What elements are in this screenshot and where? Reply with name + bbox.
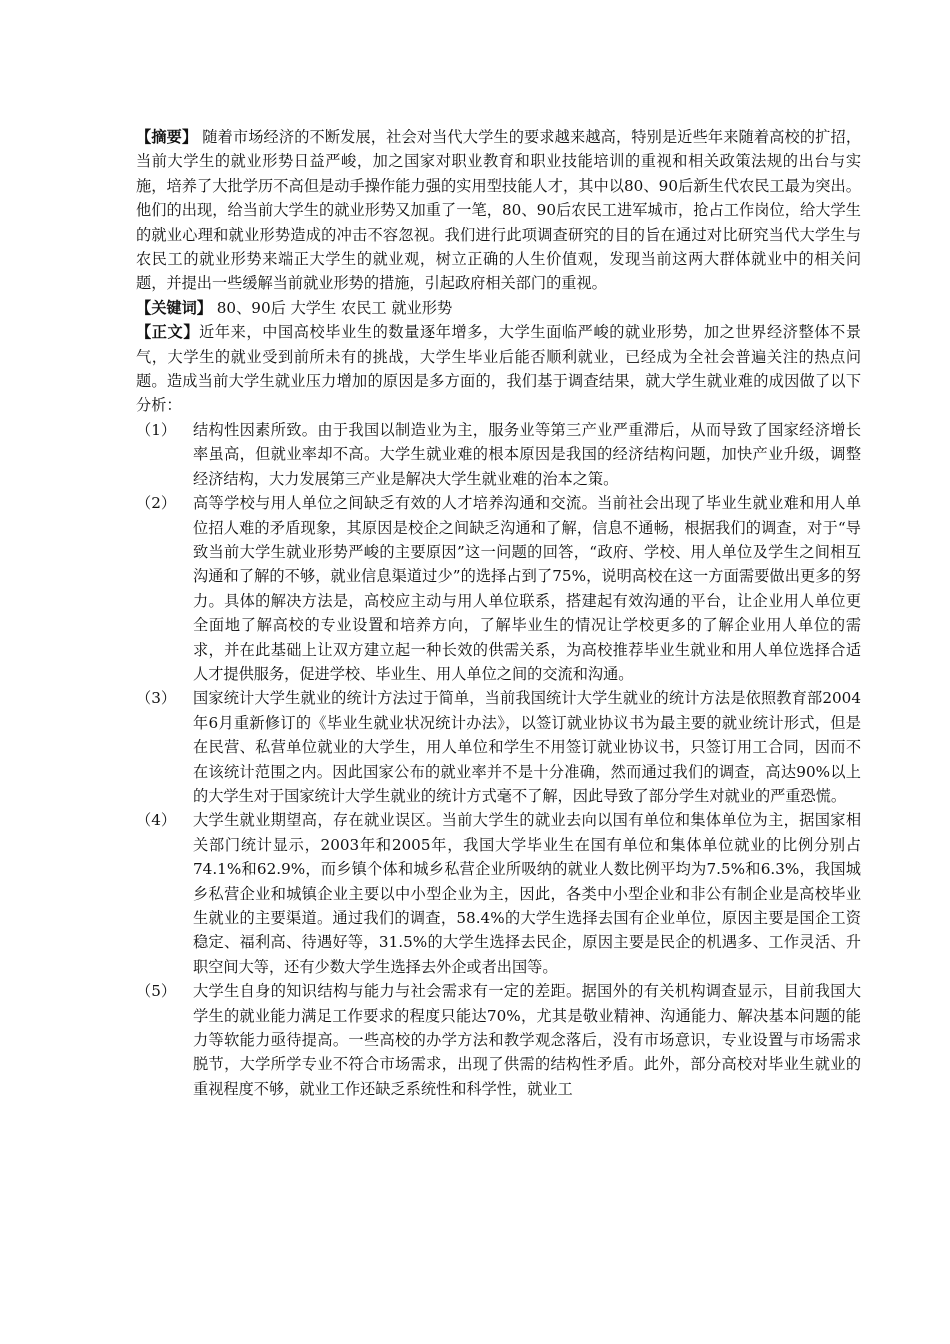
list-item-text: 结构性因素所致。由于我国以制造业为主，服务业等第三产业严重滞后，从而导致了国家经济增长率虽高，但就业率却不高。大学生就业难的根本原因是我国的经济结构问题，加快产业升级，调整经济结构，大力发展第三产业是解决大学生就业难的治本之策。 bbox=[193, 420, 861, 488]
keywords-text: 80、90后 大学生 农民工 就业形势 bbox=[211, 298, 453, 317]
list-item-text: 高等学校与用人单位之间缺乏有效的人才培养沟通和交流。当前社会出现了毕业生就业难和用人单位招人难的矛盾现象，其原因是校企之间缺乏沟通和了解，信息不通畅，根据我们的调查，对于“导致当前大学生就业形势严峻的主要原因”这一问题的回答，“政府、学校、用人单位及学生之间相互沟通和了解的不够，就业信息渠道过少”的选择占到了75%，说明高校在这一方面需要做出更多的努力。具体的解决方法是，高校应主动与用人单位联系，搭建起有效沟通的平台，让企业用人单位更全面地了解高校的专业设置和培养方向，了解毕业生的情况让学校更多的了解企业用人单位的需求，并在此基础上让双方建立起一种长效的供需关系，为高校推荐毕业生就业和用人单位选择合适人才提供服务，促进学校、毕业生、用人单位之间的交流和沟通。 bbox=[193, 494, 861, 683]
keywords-paragraph bbox=[136, 296, 861, 320]
list-item-number: （5） bbox=[136, 982, 177, 1001]
abstract-paragraph bbox=[136, 125, 861, 296]
list-item-number: （1） bbox=[136, 420, 177, 439]
list-item bbox=[136, 686, 861, 808]
list-item-number: （4） bbox=[136, 811, 177, 830]
list-item-text: 国家统计大学生就业的统计方法过于简单，当前我国统计大学生就业的统计方法是依照教育部2004年6月重新修订的《毕业生就业状况统计办法》，以签订就业协议书为最主要的就业统计形式，但是在民营、私营单位就业的大学生，用人单位和学生不用签订就业协议书，只签订用工合同，因而不在该统计范围之内。因此国家公布的就业率并不是十分准确，然而通过我们的调查，高达90%以上的大学生对于国家统计大学生就业的统计方式毫不了解，因此导致了部分学生对就业的严重恐慌。 bbox=[193, 689, 861, 805]
body-intro-text: 近年来，中国高校毕业生的数量逐年增多，大学生面临严峻的就业形势，加之世界经济整体不景气，大学生的就业受到前所未有的挑战，大学生毕业后能否顺利就业，已经成为全社会普遍关注的热点问题。造成当前大学生就业压力增加的原因是多方面的，我们基于调查结果，就大学生就业难的成因做了以下分析： bbox=[136, 323, 862, 415]
list-item bbox=[136, 418, 861, 491]
list-item-text: 大学生就业期望高，存在就业误区。当前大学生的就业去向以国有单位和集体单位为主，据国家相关部门统计显示，2003年和2005年，我国大学毕业生在国有单位和集体单位就业的比例分别占74.1%和62.9%，而乡镇个体和城乡私营企业所吸纳的就业人数比例平均为7.5%和6.3%，我国城乡私营企业和城镇企业主要以中小型企业为主，因此，各类中小型企业和非公有制企业是高校毕业生就业的主要渠道。通过我们的调查，58.4%的大学生选择去国有企业单位，原因主要是国企工资稳定、福利高、待遇好等，31.5%的大学生选择去民企，原因主要是民企的机遇多、工作灵活、升职空间大等，还有少数大学生选择去外企或者出国等。 bbox=[193, 811, 861, 976]
abstract-text: 随着市场经济的不断发展，社会对当代大学生的要求越来越高，特别是近些年来随着高校的扩招，当前大学生的就业形势日益严峻，加之国家对职业教育和职业技能培训的重视和相关政策法规的出台与实施，培养了大批学历不高但是动手操作能力强的实用型技能人才，其中以80、90后新生代农民工最为突出。他们的出现，给当前大学生的就业形势又加重了一笔，80、90后农民工进军城市，抢占工作岗位，给大学生的就业心理和就业形势造成的冲击不容忽视。我们进行此项调查研究的目的旨在通过对比研究当代大学生与农民工的就业形势来端正大学生的就业观，树立正确的人生价值观，发现当前这两大群体就业中的相关问题，并提出一些缓解当前就业形势的措施，引起政府相关部门的重视。 bbox=[136, 128, 862, 293]
body-label: 【正文】 bbox=[136, 323, 200, 342]
abstract-label: 【摘要】 bbox=[136, 128, 198, 146]
list-item bbox=[136, 979, 861, 1101]
list-item bbox=[136, 808, 861, 979]
document-body bbox=[136, 125, 861, 1101]
list-item-number: （2） bbox=[136, 494, 177, 513]
analysis-list bbox=[136, 418, 861, 1101]
keywords-label: 【关键词】 bbox=[136, 298, 212, 317]
list-item bbox=[136, 491, 861, 686]
list-item-text: 大学生自身的知识结构与能力与社会需求有一定的差距。据国外的有关机构调查显示，目前我国大学生的就业能力满足工作要求的程度只能达70%，尤其是敬业精神、沟通能力、解决基本问题的能力等软能力亟待提高。一些高校的办学方法和教学观念落后，没有市场意识，专业设置与市场需求脱节，大学所学专业不符合市场需求，出现了供需的结构性矛盾。此外，部分高校对毕业生就业的重视程度不够，就业工作还缺乏系统性和科学性，就业工 bbox=[193, 982, 861, 1098]
list-item-number: （3） bbox=[136, 689, 177, 708]
body-intro-paragraph bbox=[136, 320, 861, 418]
